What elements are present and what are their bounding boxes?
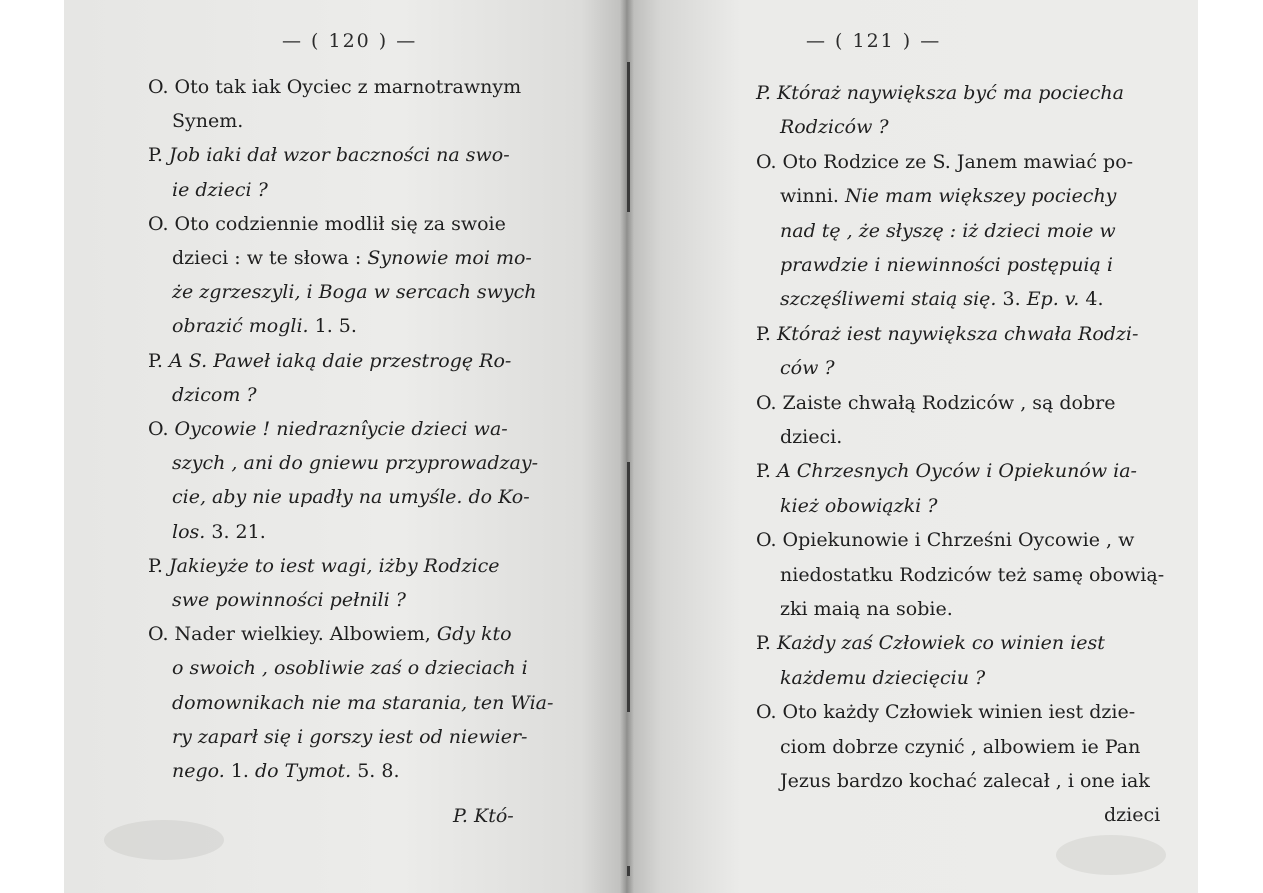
open-book-scan bbox=[64, 0, 1198, 893]
text-line: każdemu dziecięciu ? bbox=[780, 666, 986, 689]
gutter-mark-top bbox=[627, 62, 630, 212]
text-line: zki maią na sobie. bbox=[780, 598, 953, 620]
page-number-121: — ( 121 ) — bbox=[806, 30, 942, 52]
text-line: O. Nader wielkiey. Albowiem, Gdy kto bbox=[148, 623, 512, 646]
text-line: Synem. bbox=[172, 110, 244, 133]
text-line: Rodziców ? bbox=[780, 116, 889, 139]
text-line: Jezus bardzo kochać zalecał , i one iak bbox=[780, 770, 1150, 792]
text-line: O. Oto codziennie modlił się za swoie bbox=[148, 212, 506, 235]
text-line: P. Jakieyże to iest wagi, iżby Rodzice bbox=[148, 554, 500, 577]
text-line: ry zaparł się i gorszy iest od niewier- bbox=[172, 725, 528, 748]
text-line: dzieci. bbox=[780, 426, 843, 448]
catchword-right: dzieci bbox=[1104, 804, 1161, 826]
gutter-mark-middle bbox=[627, 462, 630, 712]
text-line: O. Oycowie ! niedraznîycie dzieci wa- bbox=[148, 418, 508, 440]
text-line: nad tę , że słyszę : iż dzieci moie w bbox=[780, 219, 1116, 242]
text-line: P. Job iaki dał wzor baczności na swo- bbox=[148, 144, 510, 167]
text-line: szczęśliwemi staią się. 3. Ep. v. 4. bbox=[780, 288, 1104, 311]
text-line: O. Oto Rodzice ze S. Janem mawiać po- bbox=[756, 150, 1134, 173]
text-line: domownikach nie ma starania, ten Wia- bbox=[172, 691, 554, 714]
text-line: O. Zaiste chwałą Rodziców , są dobre bbox=[756, 391, 1116, 414]
left-page bbox=[64, 0, 626, 893]
text-line: ców ? bbox=[780, 357, 835, 380]
text-line: cie, aby nie upadły na umyśle. do Ko- bbox=[172, 486, 530, 509]
text-line: obrazić mogli. 1. 5. bbox=[172, 315, 357, 338]
text-line: niedostatku Rodziców też samę obowią- bbox=[780, 563, 1165, 586]
page-number-120: — ( 120 ) — bbox=[282, 30, 418, 52]
text-line: nego. 1. do Tymot. 5. 8. bbox=[172, 760, 400, 782]
text-line: winni. Nie mam większey pociechy bbox=[780, 185, 1117, 208]
text-line: O. Opiekunowie i Chrześni Oycowie , w bbox=[756, 529, 1135, 552]
text-line: ciom dobrze czynić , albowiem ie Pan bbox=[780, 735, 1141, 758]
text-line: ie dzieci ? bbox=[172, 178, 268, 201]
text-line: prawdzie i niewinności postępuią i bbox=[780, 254, 1113, 276]
text-line: kież obowiązki ? bbox=[780, 494, 938, 517]
text-line: P. A S. Paweł iaką daie przestrogę Ro- bbox=[148, 349, 512, 372]
text-line: P. Któraż naywiększa być ma pociecha bbox=[756, 82, 1124, 104]
text-line: O. Oto tak iak Oyciec z marnotrawnym bbox=[148, 76, 522, 98]
text-line: że zgrzeszyli, i Boga w sercach swych bbox=[172, 281, 537, 304]
text-line: P. A Chrzesnych Oyców i Opiekunów ia- bbox=[756, 460, 1137, 483]
text-line: szych , ani do gniewu przyprowadzay- bbox=[172, 452, 538, 475]
text-line: dzicom ? bbox=[172, 383, 257, 406]
text-line: los. 3. 21. bbox=[172, 520, 266, 543]
text-line: swe powinności pełnili ? bbox=[172, 589, 406, 611]
catchword-left: P. Któ- bbox=[453, 805, 514, 827]
text-line: P. Któraż iest naywiększa chwała Rodzi- bbox=[756, 322, 1139, 345]
text-line: dzieci : w te słowa : Synowie moi mo- bbox=[172, 247, 532, 269]
text-line: P. Każdy zaś Człowiek co winien iest bbox=[756, 632, 1105, 655]
gutter-mark-bottom bbox=[627, 866, 630, 876]
text-line: o swoich , osobliwie zaś o dzieciach i bbox=[172, 657, 528, 680]
text-line: O. Oto każdy Człowiek winien iest dzie- bbox=[756, 701, 1136, 724]
right-page bbox=[626, 0, 1198, 893]
